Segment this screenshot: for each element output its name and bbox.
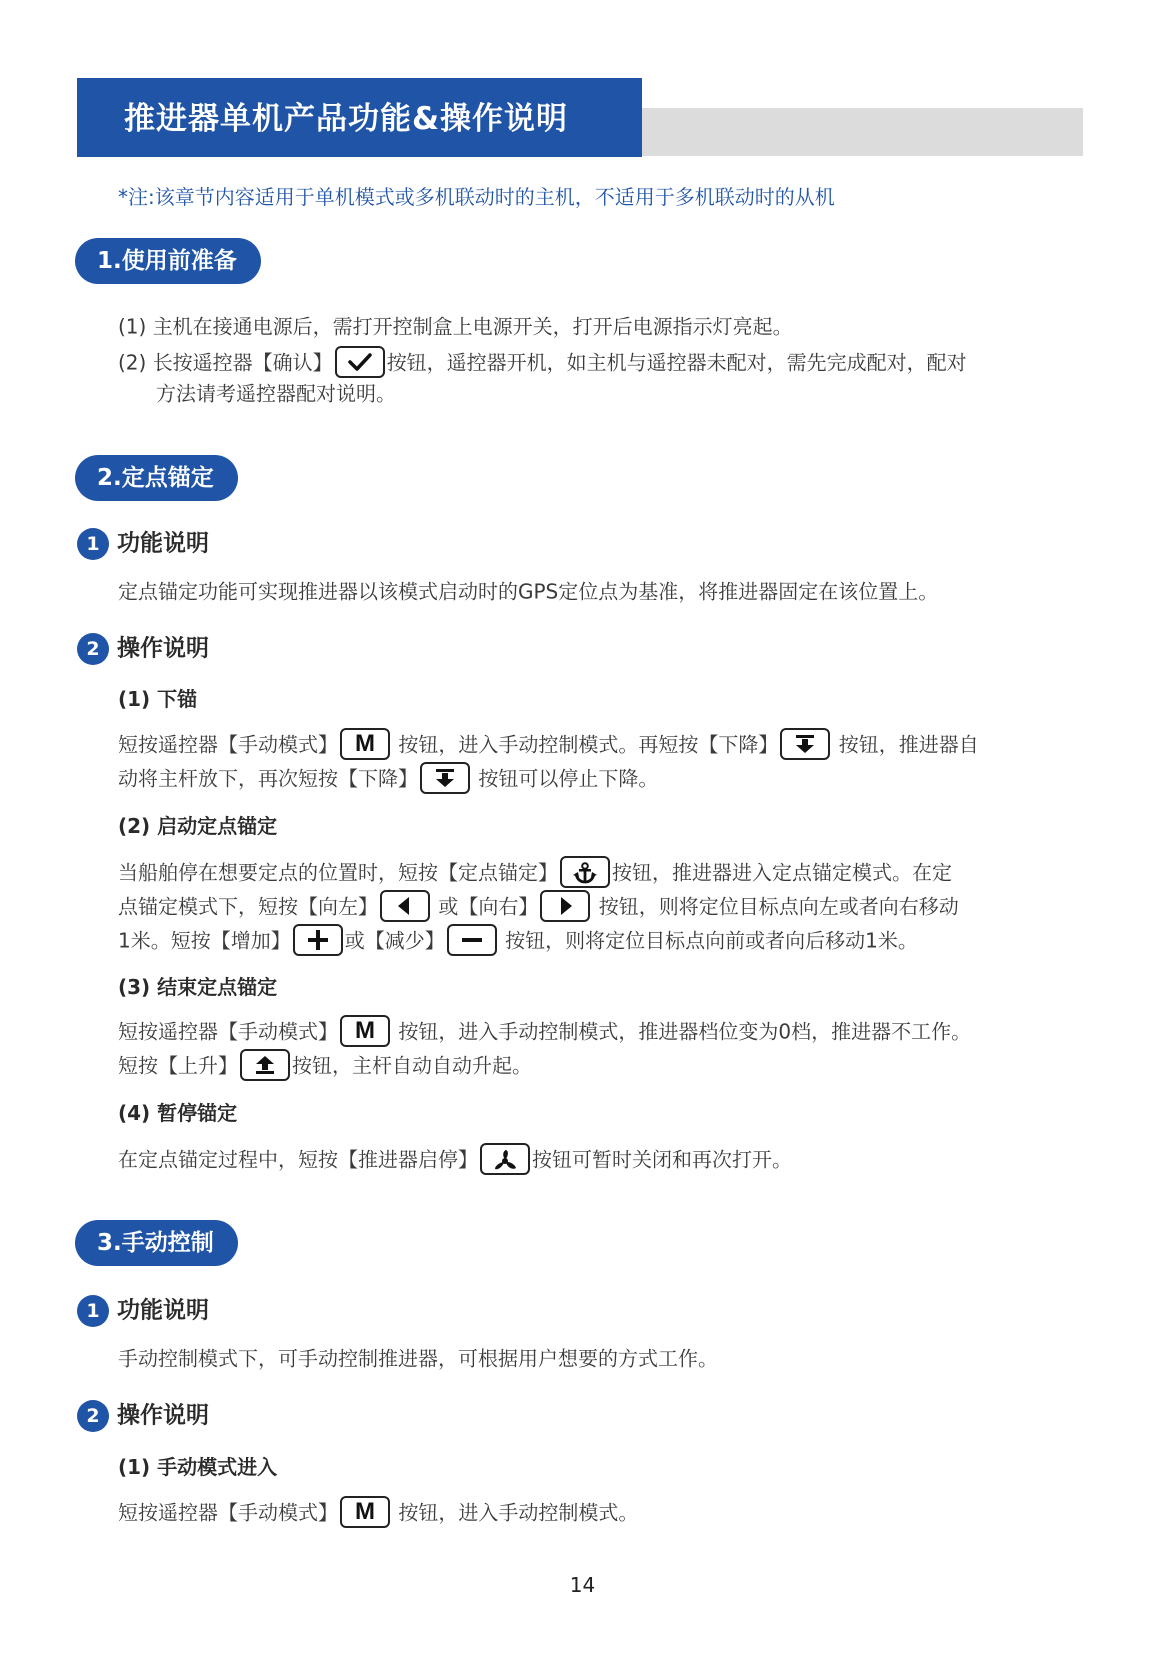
section-3-function-heading: 1 功能说明 <box>77 1293 209 1327</box>
propeller-key-icon <box>480 1143 530 1175</box>
lower-key-icon <box>780 728 830 760</box>
number-badge-icon: 1 <box>77 1295 109 1327</box>
item-drop-anchor-title: (1) 下锚 <box>118 687 198 711</box>
section-2-function-heading: 1 功能说明 <box>77 526 209 560</box>
plus-key-icon <box>293 924 343 956</box>
item-start-anchor-line-3: 1米。短按【增加】 或【减少】 按钮，则将定位目标点向前或者向后移动1米。 <box>118 922 918 956</box>
section-2-title: 2.定点锚定 <box>75 455 238 501</box>
chapter-note: *注:该章节内容适用于单机模式或多机联动时的主机，不适用于多机联动时的从机 <box>118 185 835 209</box>
item-start-anchor-title: (2) 启动定点锚定 <box>118 814 278 838</box>
section-1-title: 1.使用前准备 <box>75 238 261 284</box>
section-1-line-3: 方法请考遥控器配对说明。 <box>156 381 396 406</box>
raise-key-icon <box>240 1049 290 1081</box>
confirm-key-icon <box>335 346 385 378</box>
item-manual-enter-title: (1) 手动模式进入 <box>118 1455 278 1479</box>
anchor-key-icon <box>560 856 610 888</box>
section-1-line-2: (2) 长按遥控器【确认】 按钮，遥控器开机，如主机与遥控器未配对，需先完成配对，配对 <box>118 344 967 378</box>
title-banner-gray-bar <box>640 108 1083 156</box>
item-start-anchor-line-1: 当船舶停在想要定点的位置时，短按【定点锚定】 按钮，推进器进入定点锚定模式。在定 <box>118 854 952 888</box>
item-start-anchor-line-2: 点锚定模式下，短按【向左】 或【向右】 按钮，则将定位目标点向左或者向右移动 <box>118 888 959 922</box>
page-title: 推进器单机产品功能&操作说明 <box>124 101 569 137</box>
left-key-icon <box>380 890 430 922</box>
item-manual-enter-line-1: 短按遥控器【手动模式】 M 按钮，进入手动控制模式。 <box>118 1494 638 1528</box>
item-end-anchor-line-2: 短按【上升】 按钮，主杆自动自动升起。 <box>118 1047 532 1081</box>
manual-mode-key-icon: M <box>340 728 390 760</box>
item-drop-anchor-line-1: 短按遥控器【手动模式】 M 按钮，进入手动控制模式。再短按【下降】 按钮，推进器自 <box>118 726 979 760</box>
number-badge-icon: 2 <box>77 633 109 665</box>
section-1-line-1: (1) 主机在接通电源后，需打开控制盒上电源开关，打开后电源指示灯亮起。 <box>118 314 793 339</box>
item-pause-anchor-line-1: 在定点锚定过程中，短按【推进器启停】 按钮可暂时关闭和再次打开。 <box>118 1141 792 1175</box>
section-2-function-text: 定点锚定功能可实现推进器以该模式启动时的GPS定位点为基准，将推进器固定在该位置上。 <box>118 579 939 604</box>
section-3-operation-heading: 2 操作说明 <box>77 1398 209 1432</box>
item-pause-anchor-title: (4) 暂停锚定 <box>118 1101 238 1125</box>
section-3-title: 3.手动控制 <box>75 1220 238 1266</box>
item-end-anchor-title: (3) 结束定点锚定 <box>118 975 278 999</box>
section-2-operation-heading: 2 操作说明 <box>77 631 209 665</box>
right-key-icon <box>540 890 590 922</box>
item-end-anchor-line-1: 短按遥控器【手动模式】 M 按钮，进入手动控制模式，推进器档位变为0档，推进器不工作。 <box>118 1013 971 1047</box>
page-number: 14 <box>569 1573 596 1597</box>
section-3-function-text: 手动控制模式下，可手动控制推进器，可根据用户想要的方式工作。 <box>118 1346 718 1371</box>
manual-mode-key-icon: M <box>340 1015 390 1047</box>
manual-mode-key-icon: M <box>340 1496 390 1528</box>
number-badge-icon: 2 <box>77 1400 109 1432</box>
lower-key-icon <box>420 762 470 794</box>
minus-key-icon <box>447 924 497 956</box>
number-badge-icon: 1 <box>77 528 109 560</box>
item-drop-anchor-line-2: 动将主杆放下，再次短按【下降】 按钮可以停止下降。 <box>118 760 658 794</box>
